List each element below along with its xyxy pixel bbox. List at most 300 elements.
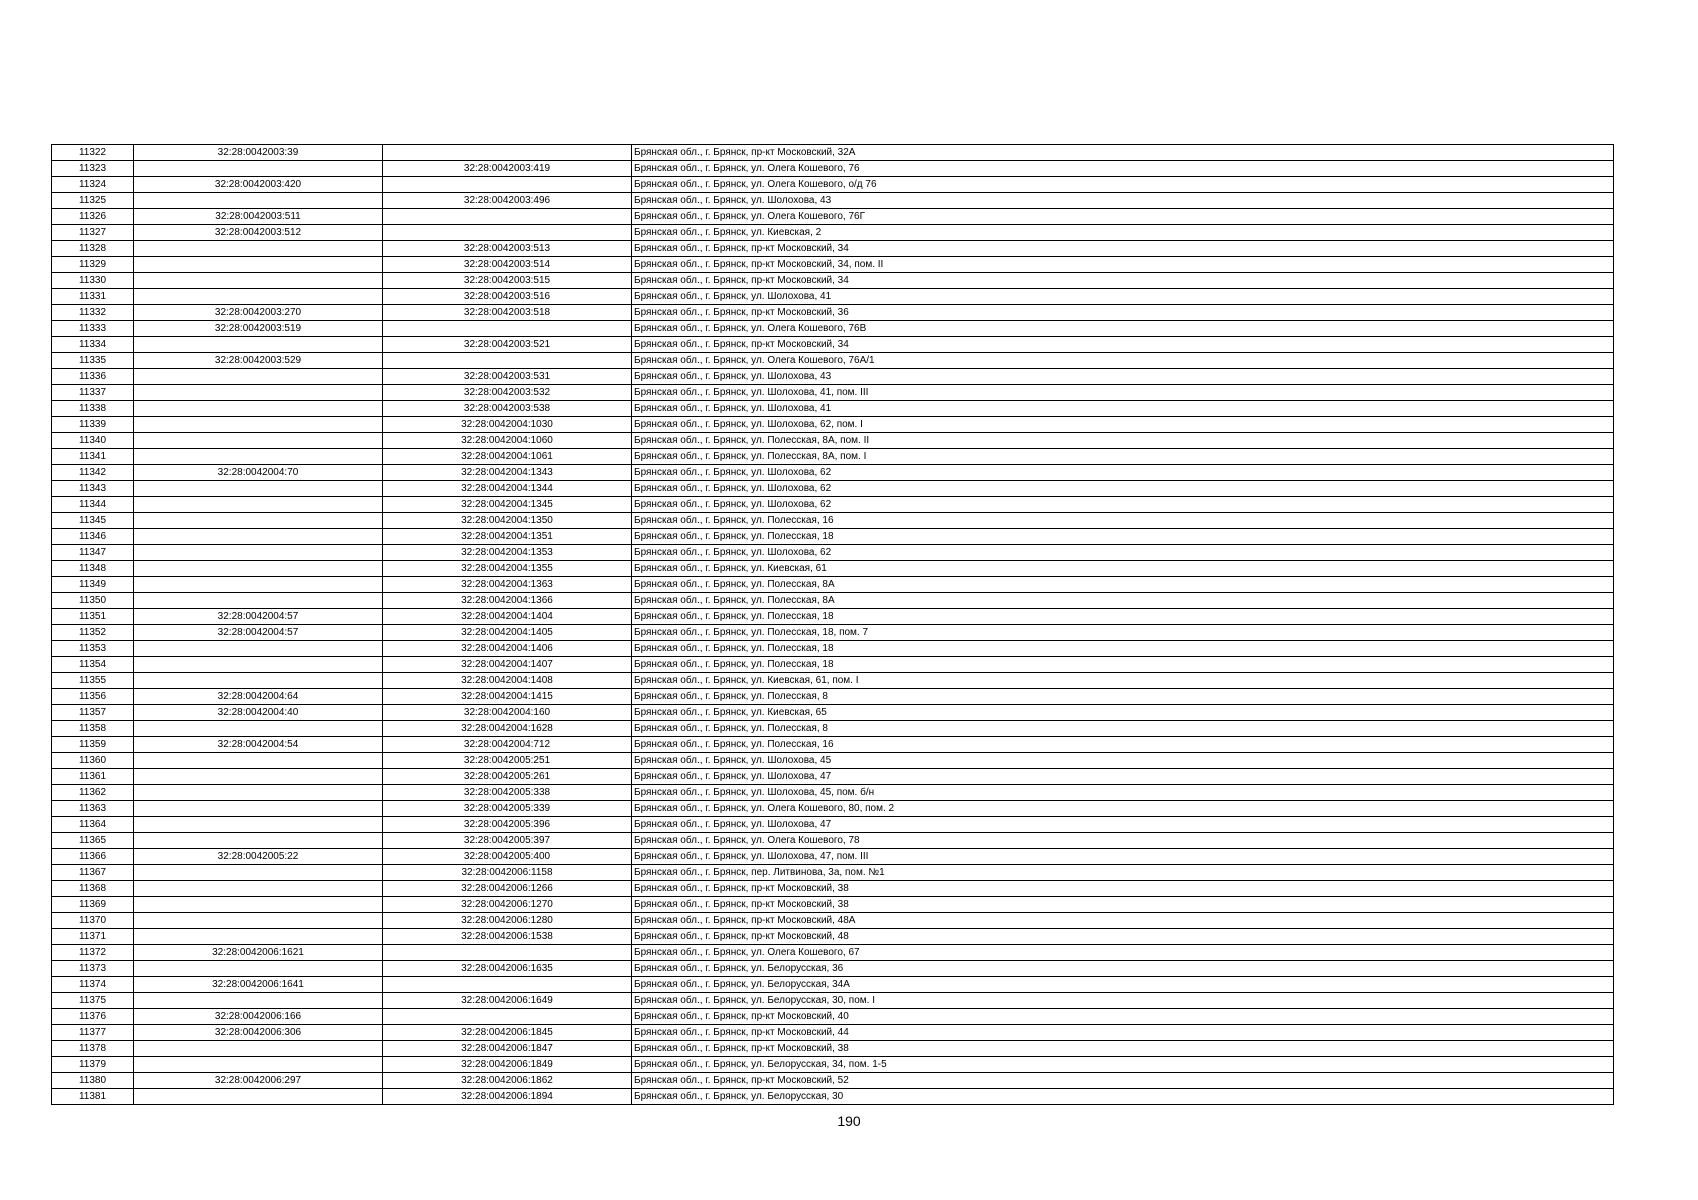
row-number-cell: 11345 [52, 513, 134, 529]
object-number-cell: 32:28:0042004:712 [383, 737, 632, 753]
parcel-number-cell [134, 497, 383, 513]
parcel-number-cell [134, 913, 383, 929]
registry-table [51, 144, 1614, 1105]
row-number-cell: 11362 [52, 785, 134, 801]
row-number-cell: 11353 [52, 641, 134, 657]
table-row [52, 993, 1614, 1009]
address-cell: Брянская обл., г. Брянск, ул. Белорусская, 34, пом. 1-5 [632, 1057, 1614, 1073]
object-number-cell [383, 1009, 632, 1025]
object-number-cell: 32:28:0042004:1415 [383, 689, 632, 705]
address-cell: Брянская обл., г. Брянск, ул. Полесская, 18, пом. 7 [632, 625, 1614, 641]
table-row [52, 801, 1614, 817]
table-row [52, 225, 1614, 241]
row-number-cell: 11322 [52, 145, 134, 161]
object-number-cell: 32:28:0042004:160 [383, 705, 632, 721]
address-cell: Брянская обл., г. Брянск, ул. Олега Кошевого, 67 [632, 945, 1614, 961]
address-cell: Брянская обл., г. Брянск, ул. Полесская, 18 [632, 641, 1614, 657]
table-row [52, 641, 1614, 657]
address-cell: Брянская обл., г. Брянск, пр-кт Московский, 38 [632, 897, 1614, 913]
address-cell: Брянская обл., г. Брянск, ул. Полесская, 8А [632, 577, 1614, 593]
table-row [52, 721, 1614, 737]
parcel-number-cell: 32:28:0042006:297 [134, 1073, 383, 1089]
row-number-cell: 11340 [52, 433, 134, 449]
parcel-number-cell [134, 881, 383, 897]
table-row [52, 881, 1614, 897]
parcel-number-cell [134, 641, 383, 657]
row-number-cell: 11357 [52, 705, 134, 721]
row-number-cell: 11334 [52, 337, 134, 353]
row-number-cell: 11331 [52, 289, 134, 305]
object-number-cell: 32:28:0042006:1280 [383, 913, 632, 929]
object-number-cell: 32:28:0042006:1845 [383, 1025, 632, 1041]
row-number-cell: 11365 [52, 833, 134, 849]
object-number-cell [383, 225, 632, 241]
table-row [52, 609, 1614, 625]
parcel-number-cell [134, 433, 383, 449]
address-cell: Брянская обл., г. Брянск, ул. Шолохова, 62, пом. I [632, 417, 1614, 433]
object-number-cell: 32:28:0042003:516 [383, 289, 632, 305]
address-cell: Брянская обл., г. Брянск, пр-кт Московский, 48 [632, 929, 1614, 945]
row-number-cell: 11341 [52, 449, 134, 465]
address-cell: Брянская обл., г. Брянск, пр-кт Московский, 52 [632, 1073, 1614, 1089]
address-cell: Брянская обл., г. Брянск, ул. Шолохова, 47 [632, 817, 1614, 833]
row-number-cell: 11363 [52, 801, 134, 817]
table-row [52, 385, 1614, 401]
table-row [52, 1025, 1614, 1041]
parcel-number-cell [134, 753, 383, 769]
object-number-cell: 32:28:0042006:1266 [383, 881, 632, 897]
table-row [52, 689, 1614, 705]
table-row [52, 545, 1614, 561]
row-number-cell: 11368 [52, 881, 134, 897]
registry-table-body [52, 145, 1614, 1105]
parcel-number-cell: 32:28:0042004:57 [134, 609, 383, 625]
table-row [52, 577, 1614, 593]
object-number-cell: 32:28:0042006:1635 [383, 961, 632, 977]
parcel-number-cell: 32:28:0042003:511 [134, 209, 383, 225]
parcel-number-cell [134, 817, 383, 833]
address-cell: Брянская обл., г. Брянск, ул. Шолохова, 41 [632, 401, 1614, 417]
object-number-cell: 32:28:0042006:1894 [383, 1089, 632, 1105]
address-cell: Брянская обл., г. Брянск, ул. Шолохова, 62 [632, 481, 1614, 497]
object-number-cell: 32:28:0042004:1363 [383, 577, 632, 593]
address-cell: Брянская обл., г. Брянск, ул. Киевская, 61 [632, 561, 1614, 577]
table-row [52, 737, 1614, 753]
parcel-number-cell [134, 897, 383, 913]
object-number-cell: 32:28:0042003:531 [383, 369, 632, 385]
address-cell: Брянская обл., г. Брянск, ул. Киевская, 2 [632, 225, 1614, 241]
address-cell: Брянская обл., г. Брянск, ул. Полесская, 8 [632, 721, 1614, 737]
table-row [52, 977, 1614, 993]
parcel-number-cell [134, 161, 383, 177]
object-number-cell: 32:28:0042004:1061 [383, 449, 632, 465]
address-cell: Брянская обл., г. Брянск, ул. Шолохова, 41 [632, 289, 1614, 305]
address-cell: Брянская обл., г. Брянск, ул. Полесская, 8 [632, 689, 1614, 705]
parcel-number-cell [134, 545, 383, 561]
row-number-cell: 11342 [52, 465, 134, 481]
address-cell: Брянская обл., г. Брянск, ул. Полесская, 18 [632, 609, 1614, 625]
row-number-cell: 11373 [52, 961, 134, 977]
row-number-cell: 11370 [52, 913, 134, 929]
object-number-cell: 32:28:0042006:1270 [383, 897, 632, 913]
object-number-cell: 32:28:0042003:419 [383, 161, 632, 177]
object-number-cell: 32:28:0042003:515 [383, 273, 632, 289]
object-number-cell: 32:28:0042004:1405 [383, 625, 632, 641]
table-row [52, 449, 1614, 465]
object-number-cell [383, 177, 632, 193]
table-row [52, 1057, 1614, 1073]
object-number-cell: 32:28:0042005:338 [383, 785, 632, 801]
parcel-number-cell [134, 449, 383, 465]
parcel-number-cell [134, 1041, 383, 1057]
object-number-cell: 32:28:0042004:1353 [383, 545, 632, 561]
row-number-cell: 11355 [52, 673, 134, 689]
table-row [52, 289, 1614, 305]
address-cell: Брянская обл., г. Брянск, ул. Белорусская, 34А [632, 977, 1614, 993]
table-row [52, 785, 1614, 801]
table-row [52, 481, 1614, 497]
parcel-number-cell: 32:28:0042004:57 [134, 625, 383, 641]
parcel-number-cell [134, 337, 383, 353]
parcel-number-cell [134, 721, 383, 737]
address-cell: Брянская обл., г. Брянск, ул. Полесская, 18 [632, 657, 1614, 673]
address-cell: Брянская обл., г. Брянск, ул. Олега Кошевого, 76 [632, 161, 1614, 177]
parcel-number-cell [134, 369, 383, 385]
object-number-cell [383, 945, 632, 961]
parcel-number-cell [134, 289, 383, 305]
table-row [52, 929, 1614, 945]
row-number-cell: 11375 [52, 993, 134, 1009]
row-number-cell: 11351 [52, 609, 134, 625]
address-cell: Брянская обл., г. Брянск, ул. Белорусская, 36 [632, 961, 1614, 977]
parcel-number-cell [134, 1089, 383, 1105]
row-number-cell: 11369 [52, 897, 134, 913]
row-number-cell: 11343 [52, 481, 134, 497]
address-cell: Брянская обл., г. Брянск, ул. Шолохова, 62 [632, 465, 1614, 481]
address-cell: Брянская обл., г. Брянск, ул. Шолохова, 43 [632, 193, 1614, 209]
address-cell: Брянская обл., г. Брянск, ул. Олега Кошевого, 80, пом. 2 [632, 801, 1614, 817]
address-cell: Брянская обл., г. Брянск, пр-кт Московский, 34, пом. II [632, 257, 1614, 273]
table-row [52, 1041, 1614, 1057]
object-number-cell: 32:28:0042004:1406 [383, 641, 632, 657]
parcel-number-cell [134, 417, 383, 433]
object-number-cell: 32:28:0042004:1408 [383, 673, 632, 689]
row-number-cell: 11380 [52, 1073, 134, 1089]
parcel-number-cell: 32:28:0042004:70 [134, 465, 383, 481]
address-cell: Брянская обл., г. Брянск, пер. Литвинова, 3а, пом. №1 [632, 865, 1614, 881]
row-number-cell: 11335 [52, 353, 134, 369]
row-number-cell: 11352 [52, 625, 134, 641]
object-number-cell: 32:28:0042005:397 [383, 833, 632, 849]
table-row [52, 161, 1614, 177]
object-number-cell: 32:28:0042004:1366 [383, 593, 632, 609]
object-number-cell: 32:28:0042004:1628 [383, 721, 632, 737]
address-cell: Брянская обл., г. Брянск, ул. Полесская, 8А, пом. II [632, 433, 1614, 449]
object-number-cell [383, 977, 632, 993]
row-number-cell: 11359 [52, 737, 134, 753]
object-number-cell [383, 321, 632, 337]
object-number-cell: 32:28:0042004:1407 [383, 657, 632, 673]
address-cell: Брянская обл., г. Брянск, пр-кт Московский, 40 [632, 1009, 1614, 1025]
table-row [52, 353, 1614, 369]
address-cell: Брянская обл., г. Брянск, ул. Киевская, 65 [632, 705, 1614, 721]
address-cell: Брянская обл., г. Брянск, ул. Шолохова, 62 [632, 545, 1614, 561]
row-number-cell: 11327 [52, 225, 134, 241]
table-row [52, 497, 1614, 513]
parcel-number-cell: 32:28:0042003:519 [134, 321, 383, 337]
address-cell: Брянская обл., г. Брянск, ул. Олега Кошевого, о/д 76 [632, 177, 1614, 193]
object-number-cell: 32:28:0042003:518 [383, 305, 632, 321]
row-number-cell: 11323 [52, 161, 134, 177]
parcel-number-cell [134, 993, 383, 1009]
object-number-cell: 32:28:0042004:1350 [383, 513, 632, 529]
object-number-cell: 32:28:0042006:1862 [383, 1073, 632, 1089]
row-number-cell: 11350 [52, 593, 134, 609]
object-number-cell: 32:28:0042004:1030 [383, 417, 632, 433]
table-row [52, 897, 1614, 913]
parcel-number-cell: 32:28:0042006:1621 [134, 945, 383, 961]
address-cell: Брянская обл., г. Брянск, пр-кт Московский, 38 [632, 881, 1614, 897]
table-row [52, 321, 1614, 337]
row-number-cell: 11360 [52, 753, 134, 769]
parcel-number-cell [134, 273, 383, 289]
parcel-number-cell: 32:28:0042003:420 [134, 177, 383, 193]
parcel-number-cell [134, 529, 383, 545]
parcel-number-cell: 32:28:0042006:166 [134, 1009, 383, 1025]
parcel-number-cell [134, 865, 383, 881]
address-cell: Брянская обл., г. Брянск, пр-кт Московский, 34 [632, 273, 1614, 289]
address-cell: Брянская обл., г. Брянск, ул. Белорусская, 30 [632, 1089, 1614, 1105]
table-row [52, 257, 1614, 273]
parcel-number-cell: 32:28:0042004:40 [134, 705, 383, 721]
row-number-cell: 11324 [52, 177, 134, 193]
address-cell: Брянская обл., г. Брянск, ул. Шолохова, 43 [632, 369, 1614, 385]
table-row [52, 961, 1614, 977]
table-row [52, 513, 1614, 529]
address-cell: Брянская обл., г. Брянск, ул. Шолохова, 47, пом. III [632, 849, 1614, 865]
table-row [52, 833, 1614, 849]
parcel-number-cell [134, 657, 383, 673]
row-number-cell: 11330 [52, 273, 134, 289]
address-cell: Брянская обл., г. Брянск, ул. Полесская, 8А, пом. I [632, 449, 1614, 465]
parcel-number-cell [134, 577, 383, 593]
row-number-cell: 11338 [52, 401, 134, 417]
row-number-cell: 11377 [52, 1025, 134, 1041]
page-number: 190 [837, 1113, 861, 1129]
table-row [52, 657, 1614, 673]
address-cell: Брянская обл., г. Брянск, пр-кт Московский, 48А [632, 913, 1614, 929]
row-number-cell: 11354 [52, 657, 134, 673]
row-number-cell: 11347 [52, 545, 134, 561]
table-row [52, 273, 1614, 289]
object-number-cell: 32:28:0042004:1404 [383, 609, 632, 625]
address-cell: Брянская обл., г. Брянск, ул. Олега Кошевого, 76Г [632, 209, 1614, 225]
table-row [52, 369, 1614, 385]
table-row [52, 1089, 1614, 1105]
object-number-cell: 32:28:0042004:1345 [383, 497, 632, 513]
table-row [52, 865, 1614, 881]
address-cell: Брянская обл., г. Брянск, ул. Олега Кошевого, 76А/1 [632, 353, 1614, 369]
row-number-cell: 11333 [52, 321, 134, 337]
address-cell: Брянская обл., г. Брянск, пр-кт Московский, 34 [632, 337, 1614, 353]
row-number-cell: 11378 [52, 1041, 134, 1057]
parcel-number-cell [134, 833, 383, 849]
row-number-cell: 11328 [52, 241, 134, 257]
row-number-cell: 11337 [52, 385, 134, 401]
object-number-cell: 32:28:0042003:496 [383, 193, 632, 209]
table-row [52, 593, 1614, 609]
parcel-number-cell: 32:28:0042004:64 [134, 689, 383, 705]
parcel-number-cell [134, 561, 383, 577]
object-number-cell: 32:28:0042003:521 [383, 337, 632, 353]
parcel-number-cell: 32:28:0042003:512 [134, 225, 383, 241]
table-row [52, 1073, 1614, 1089]
address-cell: Брянская обл., г. Брянск, ул. Шолохова, 45 [632, 753, 1614, 769]
parcel-number-cell [134, 673, 383, 689]
row-number-cell: 11325 [52, 193, 134, 209]
parcel-number-cell [134, 401, 383, 417]
table-row [52, 193, 1614, 209]
address-cell: Брянская обл., г. Брянск, пр-кт Московский, 36 [632, 305, 1614, 321]
object-number-cell: 32:28:0042005:400 [383, 849, 632, 865]
object-number-cell: 32:28:0042004:1344 [383, 481, 632, 497]
row-number-cell: 11344 [52, 497, 134, 513]
object-number-cell [383, 209, 632, 225]
parcel-number-cell [134, 801, 383, 817]
parcel-number-cell [134, 785, 383, 801]
object-number-cell: 32:28:0042006:1158 [383, 865, 632, 881]
parcel-number-cell [134, 1057, 383, 1073]
address-cell: Брянская обл., г. Брянск, ул. Полесская, 16 [632, 737, 1614, 753]
row-number-cell: 11349 [52, 577, 134, 593]
address-cell: Брянская обл., г. Брянск, ул. Киевская, 61, пом. I [632, 673, 1614, 689]
row-number-cell: 11361 [52, 769, 134, 785]
table-row [52, 673, 1614, 689]
object-number-cell: 32:28:0042004:1343 [383, 465, 632, 481]
address-cell: Брянская обл., г. Брянск, пр-кт Московский, 34 [632, 241, 1614, 257]
row-number-cell: 11374 [52, 977, 134, 993]
object-number-cell: 32:28:0042003:538 [383, 401, 632, 417]
parcel-number-cell: 32:28:0042004:54 [134, 737, 383, 753]
table-row [52, 305, 1614, 321]
parcel-number-cell: 32:28:0042006:306 [134, 1025, 383, 1041]
row-number-cell: 11379 [52, 1057, 134, 1073]
row-number-cell: 11364 [52, 817, 134, 833]
row-number-cell: 11381 [52, 1089, 134, 1105]
address-cell: Брянская обл., г. Брянск, ул. Шолохова, 41, пом. III [632, 385, 1614, 401]
object-number-cell: 32:28:0042004:1355 [383, 561, 632, 577]
table-row [52, 945, 1614, 961]
object-number-cell [383, 145, 632, 161]
table-row [52, 177, 1614, 193]
table-row [52, 465, 1614, 481]
address-cell: Брянская обл., г. Брянск, ул. Белорусская, 30, пом. I [632, 993, 1614, 1009]
address-cell: Брянская обл., г. Брянск, ул. Шолохова, 47 [632, 769, 1614, 785]
row-number-cell: 11371 [52, 929, 134, 945]
parcel-number-cell [134, 257, 383, 273]
object-number-cell: 32:28:0042003:532 [383, 385, 632, 401]
object-number-cell: 32:28:0042006:1538 [383, 929, 632, 945]
row-number-cell: 11348 [52, 561, 134, 577]
object-number-cell: 32:28:0042005:251 [383, 753, 632, 769]
row-number-cell: 11332 [52, 305, 134, 321]
table-row [52, 145, 1614, 161]
address-cell: Брянская обл., г. Брянск, ул. Полесская, 8А [632, 593, 1614, 609]
parcel-number-cell: 32:28:0042003:270 [134, 305, 383, 321]
object-number-cell: 32:28:0042005:261 [383, 769, 632, 785]
parcel-number-cell [134, 481, 383, 497]
table-row [52, 753, 1614, 769]
parcel-number-cell [134, 385, 383, 401]
object-number-cell: 32:28:0042004:1060 [383, 433, 632, 449]
table-row [52, 433, 1614, 449]
table-row [52, 817, 1614, 833]
table-row [52, 913, 1614, 929]
address-cell: Брянская обл., г. Брянск, пр-кт Московский, 44 [632, 1025, 1614, 1041]
object-number-cell: 32:28:0042005:339 [383, 801, 632, 817]
address-cell: Брянская обл., г. Брянск, ул. Шолохова, 62 [632, 497, 1614, 513]
table-row [52, 769, 1614, 785]
row-number-cell: 11366 [52, 849, 134, 865]
parcel-number-cell [134, 769, 383, 785]
address-cell: Брянская обл., г. Брянск, ул. Олега Кошевого, 76В [632, 321, 1614, 337]
row-number-cell: 11356 [52, 689, 134, 705]
row-number-cell: 11367 [52, 865, 134, 881]
table-row [52, 337, 1614, 353]
object-number-cell: 32:28:0042004:1351 [383, 529, 632, 545]
object-number-cell: 32:28:0042003:514 [383, 257, 632, 273]
row-number-cell: 11339 [52, 417, 134, 433]
object-number-cell: 32:28:0042005:396 [383, 817, 632, 833]
address-cell: Брянская обл., г. Брянск, пр-кт Московский, 32А [632, 145, 1614, 161]
parcel-number-cell: 32:28:0042005:22 [134, 849, 383, 865]
object-number-cell: 32:28:0042006:1847 [383, 1041, 632, 1057]
table-row [52, 705, 1614, 721]
parcel-number-cell [134, 193, 383, 209]
table-row [52, 417, 1614, 433]
table-row [52, 625, 1614, 641]
address-cell: Брянская обл., г. Брянск, ул. Полесская, 16 [632, 513, 1614, 529]
address-cell: Брянская обл., г. Брянск, ул. Полесская, 18 [632, 529, 1614, 545]
parcel-number-cell [134, 593, 383, 609]
object-number-cell: 32:28:0042006:1849 [383, 1057, 632, 1073]
row-number-cell: 11376 [52, 1009, 134, 1025]
row-number-cell: 11372 [52, 945, 134, 961]
address-cell: Брянская обл., г. Брянск, пр-кт Московский, 38 [632, 1041, 1614, 1057]
row-number-cell: 11326 [52, 209, 134, 225]
table-row [52, 561, 1614, 577]
parcel-number-cell: 32:28:0042006:1641 [134, 977, 383, 993]
parcel-number-cell: 32:28:0042003:529 [134, 353, 383, 369]
table-row [52, 849, 1614, 865]
table-row [52, 401, 1614, 417]
row-number-cell: 11329 [52, 257, 134, 273]
object-number-cell [383, 353, 632, 369]
row-number-cell: 11346 [52, 529, 134, 545]
table-row [52, 1009, 1614, 1025]
parcel-number-cell [134, 929, 383, 945]
object-number-cell: 32:28:0042006:1649 [383, 993, 632, 1009]
address-cell: Брянская обл., г. Брянск, ул. Олега Кошевого, 78 [632, 833, 1614, 849]
table-row [52, 241, 1614, 257]
row-number-cell: 11336 [52, 369, 134, 385]
address-cell: Брянская обл., г. Брянск, ул. Шолохова, 45, пом. б/н [632, 785, 1614, 801]
parcel-number-cell: 32:28:0042003:39 [134, 145, 383, 161]
parcel-number-cell [134, 961, 383, 977]
object-number-cell: 32:28:0042003:513 [383, 241, 632, 257]
parcel-number-cell [134, 241, 383, 257]
parcel-number-cell [134, 513, 383, 529]
